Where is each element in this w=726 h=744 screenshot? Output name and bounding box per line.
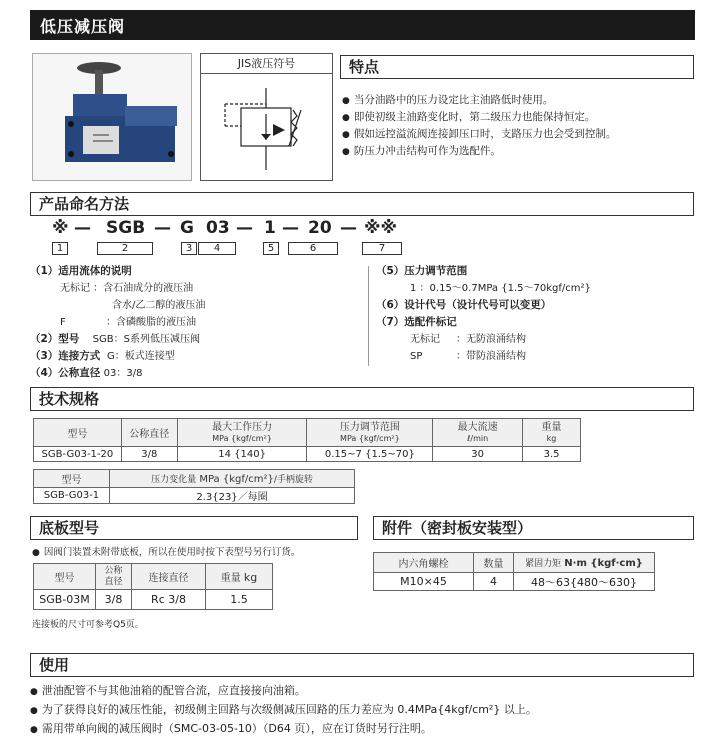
- divider: [368, 266, 369, 366]
- table-row: SGB-G03-1-20 3/8 14 {140} 0.15~7 {1.5~70} 30 3.5: [34, 447, 581, 462]
- page-title: 低压减压阀: [30, 10, 695, 40]
- bullet-icon: ●: [30, 706, 38, 716]
- list-item: ● 防压力冲击结构可作为选配件。: [342, 145, 501, 157]
- bullet-icon: ●: [32, 548, 40, 558]
- naming-left: （1）适用流体的说明 无标记 ：含石油成分的液压油 含水/乙二醇的液压油 F ：含磷酸脂的液压油 （2）型号 SGB：S系列低压减压阀 （3）连接方式 G：板式连接型 （4）公称直径 03：3/8: [30, 263, 205, 382]
- jis-title: JIS液压符号: [201, 54, 332, 74]
- base-note: ● 因阀门装置未附带底板，所以在使用时按下表型号另行订货。: [32, 547, 301, 558]
- specs-table: [33, 418, 581, 462]
- code-position-box: 5: [263, 242, 279, 255]
- bullet-icon: ●: [30, 687, 38, 697]
- code-position-box: 3: [181, 242, 197, 255]
- valve-photo: [32, 53, 192, 181]
- code-position-box: 2: [97, 242, 153, 255]
- list-item: ● 泄油配管不与其他油箱的配管合流，应直接接向油箱。: [30, 684, 306, 697]
- valve-image-icon: [33, 54, 191, 180]
- features-list: [342, 92, 616, 160]
- naming-item-2: （2）型号 SGB：S系列低压减压阀: [30, 333, 200, 345]
- bullet-icon: ●: [342, 130, 350, 140]
- usage-list: [30, 682, 537, 739]
- list-item: ● 需用带单向阀的减压阀时（SMC-03-05-10）（D64 页），应在订货时另行注明。: [30, 722, 432, 735]
- code-position-box: 6: [288, 242, 338, 255]
- bullet-icon: ●: [30, 725, 38, 735]
- naming-heading: 产品命名方法: [30, 192, 694, 216]
- naming-right: （5）压力调节范围 1 ：0.15～0.7MPa {1.5～70kgf/cm²} （6）设计代号（设计代号可以变更） （7）选配件标记 无标记 ：无防浪涌结构 SP ：带防浪涌结构: [376, 265, 591, 362]
- hydraulic-symbol-icon: [201, 74, 332, 180]
- accessory-heading: 附件（密封板安装型）: [373, 516, 694, 540]
- specs-heading: 技术规格: [30, 387, 694, 411]
- base-footnote: 连接板的尺寸可参考Q5页。: [32, 620, 144, 630]
- pressure-change-table: 型号 压力变化量 MPa {kgf/cm²}/手柄旋转 SGB-G03-1 2.3{23}／每圈: [33, 469, 355, 504]
- code-position-box: 1: [52, 242, 68, 255]
- accessory-table: 内六角螺栓 数量 紧固力矩 N·m {kgf·cm} M10×45 4 48～63{480～630}: [373, 552, 655, 591]
- naming-item-1: （1）适用流体的说明: [30, 265, 132, 277]
- base-heading: 底板型号: [30, 516, 358, 540]
- naming-item-5: （5）压力调节范围: [376, 265, 468, 277]
- code-position-box: 7: [362, 242, 402, 255]
- naming-item-6: （6）设计代号（设计代号可以变更）: [376, 299, 552, 311]
- bullet-icon: ●: [342, 96, 350, 106]
- jis-symbol-box: [200, 53, 333, 181]
- code-position-box: 4: [198, 242, 236, 255]
- bullet-icon: ●: [342, 147, 350, 157]
- list-item: ● 即使初级主油路变化时，第二级压力也能保持恒定。: [342, 111, 596, 123]
- table-row: M10×45 4 48～63{480～630}: [374, 573, 655, 591]
- table-header-row: 型号 公称直径 最大工作压力 MPa {kgf/cm²} 压力调节范围 MPa {kgf/cm²} 最大流速 ℓ/min 重量 kg: [34, 419, 581, 447]
- table-row: SGB-03M 3/8 Rc 3/8 1.5: [34, 590, 273, 610]
- naming-item-4: （4）公称直径 03：3/8: [30, 367, 143, 379]
- naming-item-3: （3）连接方式 G：板式连接型: [30, 350, 175, 362]
- naming-item-7: （7）选配件标记: [376, 316, 457, 328]
- features-heading: 特点: [340, 55, 694, 79]
- base-table: 型号 公称 直径 连接直径 重量 kg SGB-03M 3/8 Rc 3/8 1.5: [33, 563, 273, 610]
- list-item: ● 为了获得良好的减压性能，初级侧主回路与次级侧减压回路的压力差应为 0.4MPa{4kgf/cm²} 以上。: [30, 703, 537, 716]
- table-row: SGB-G03-1 2.3{23}／每圈: [34, 488, 355, 504]
- list-item: ● 当分油路中的压力设定比主油路低时使用。: [342, 94, 554, 106]
- list-item: ● 假如远控溢流阀连接卸压口时，支路压力也会受到控制。: [342, 128, 617, 140]
- usage-heading: 使用: [30, 653, 694, 677]
- bullet-icon: ●: [342, 113, 350, 123]
